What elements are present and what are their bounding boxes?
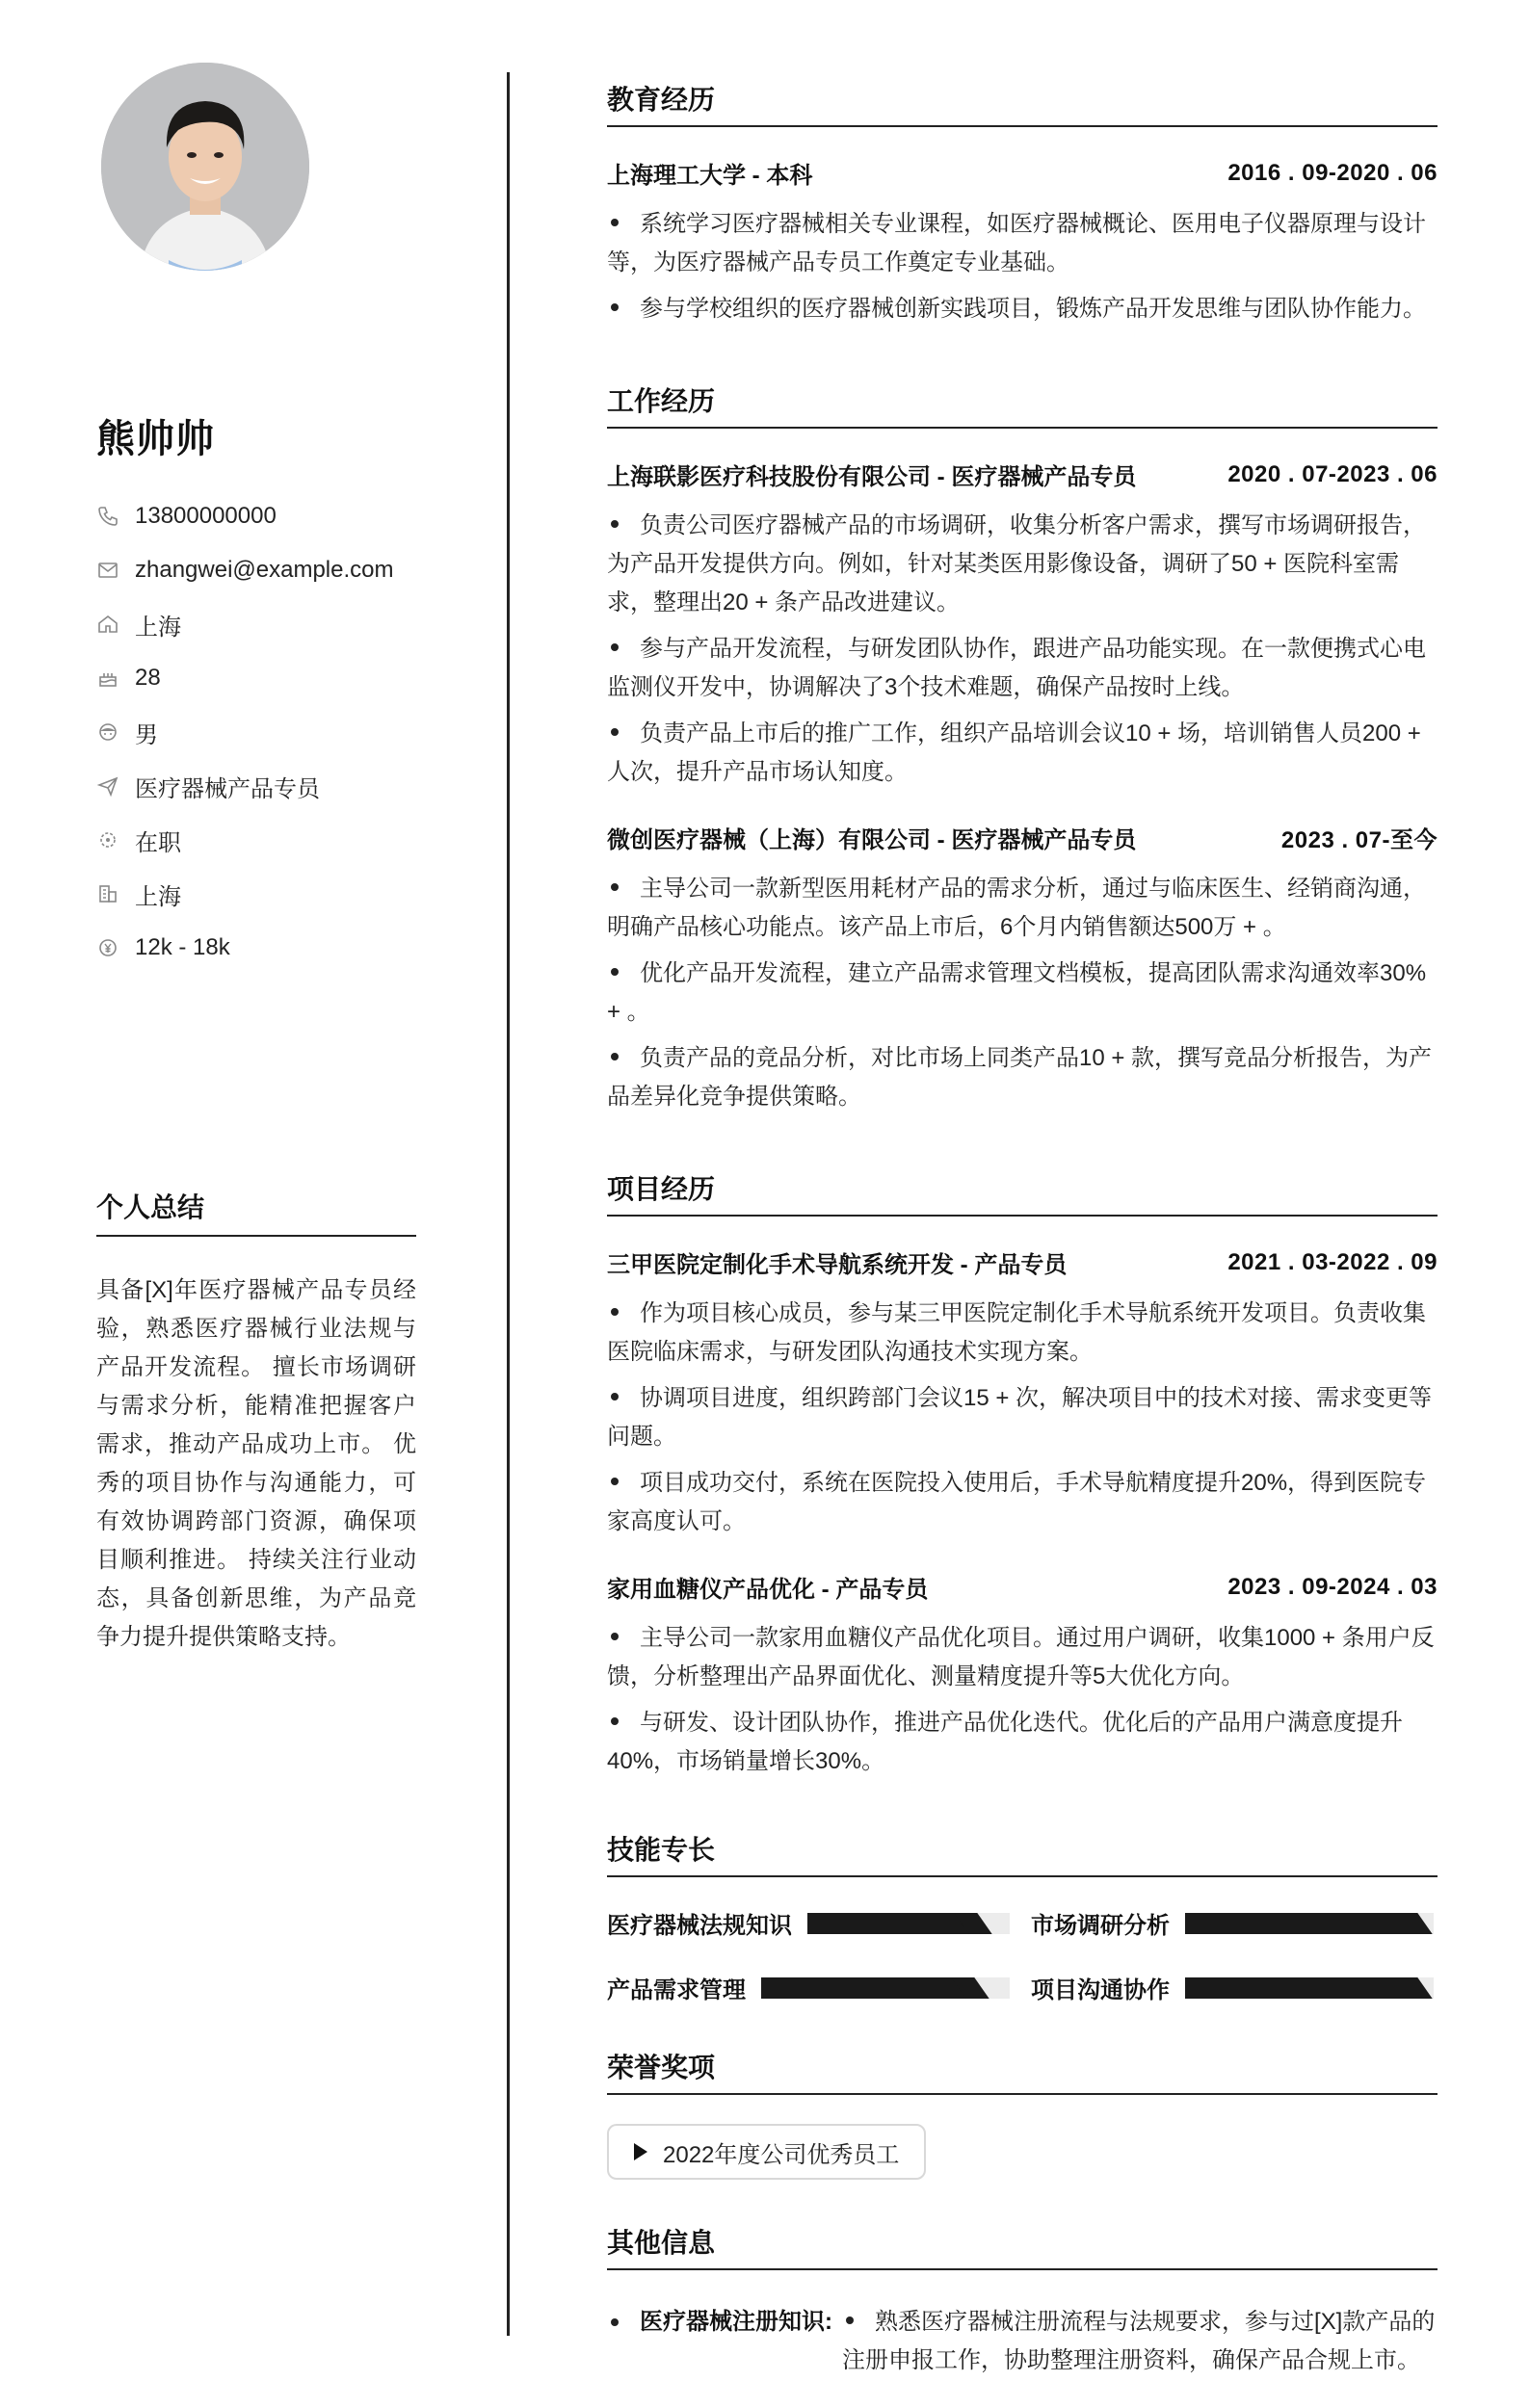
other-title: 其他信息 xyxy=(607,2222,1438,2270)
projects-title: 项目经历 xyxy=(607,1168,1438,1217)
award-text: 2022年度公司优秀员工 xyxy=(663,2141,900,2168)
other-section xyxy=(607,2222,1438,2380)
salary-icon xyxy=(96,936,119,959)
other-item xyxy=(607,2303,1438,2380)
education-section xyxy=(607,79,1438,328)
education-school: 上海理工大学 - 本科 xyxy=(607,163,813,189)
summary-text: 具备[X]年医疗器械产品专员经验，熟悉医疗器械行业法规与产品开发流程。 擅长市场调研与需求分析，能精准把握客户需求，推动产品成功上市。 优秀的项目协作与沟通能力，可有效协调跨部门资源，确保项目顺利推进。 持续关注行业动态，具备创新思维，为产品竞争力提升提供策略支持。 xyxy=(96,1277,416,1650)
list-item: 负责产品上市后的推广工作，组织产品培训会议10 + 场，培训销售人员200 + 人次，提升产品市场认知度。 xyxy=(607,720,1421,785)
summary-title: 个人总结 xyxy=(96,1187,416,1237)
skill-fill xyxy=(807,1913,973,1934)
list-item: 与研发、设计团队协作，推进产品优化迭代。优化后的产品用户满意度提升40%，市场销量增长30%。 xyxy=(607,1710,1403,1774)
projects-section xyxy=(607,1168,1438,1781)
list-item: 参与产品开发流程，与研发团队协作，跟进产品功能实现。在一款便携式心电监测仪开发中，协调解决了3个技术难题，确保产品按时上线。 xyxy=(607,636,1426,700)
awards-section xyxy=(607,2047,1438,2180)
info-city-text: 上海 xyxy=(135,614,181,641)
info-salary xyxy=(96,921,394,975)
play-triangle-icon xyxy=(634,2143,647,2160)
column-divider xyxy=(507,72,510,2336)
work-company: 上海联影医疗科技股份有限公司 - 医疗器械产品专员 xyxy=(607,464,1137,490)
skill-label: 产品需求管理 xyxy=(607,1977,746,2003)
info-email-text: zhangwei@example.com xyxy=(135,557,394,583)
skill-bar xyxy=(807,1913,1010,1934)
cake-icon xyxy=(96,667,119,690)
skill-fill xyxy=(1185,1977,1413,1999)
project-date: 2021 . 03-2022 . 09 xyxy=(1227,1248,1438,1275)
list-item: 作为项目核心成员，参与某三甲医院定制化手术导航系统开发项目。负责收集医院临床需求，与研发团队沟通技术实现方案。 xyxy=(607,1300,1426,1365)
list-item: 项目成功交付，系统在医院投入使用后，手术导航精度提升20%，得到医院专家高度认可。 xyxy=(607,1470,1427,1534)
work-title: 工作经历 xyxy=(607,380,1438,429)
info-work-city-text: 上海 xyxy=(135,883,181,910)
list-item: 协调项目进度，组织跨部门会议15 + 次，解决项目中的技术对接、需求变更等问题。 xyxy=(607,1385,1433,1450)
awards-title: 荣誉奖项 xyxy=(607,2047,1438,2095)
project-entry-head xyxy=(607,1570,1438,1604)
skill-item xyxy=(1031,1906,1438,1940)
candidate-name: 熊帅帅 xyxy=(96,418,215,460)
work-section xyxy=(607,380,1438,1116)
building-icon xyxy=(96,882,119,905)
mail-icon xyxy=(96,559,119,582)
project-entry-head xyxy=(607,1245,1438,1279)
info-phone xyxy=(96,489,394,543)
summary-section xyxy=(96,1187,416,1657)
work-bullets xyxy=(607,870,1438,1116)
info-email xyxy=(96,543,394,597)
skill-bar xyxy=(761,1977,1010,1999)
gender-icon xyxy=(96,720,119,744)
education-title: 教育经历 xyxy=(607,79,1438,127)
list-item: 优化产品开发流程，建立产品需求管理文档模板，提高团队需求沟通效率30% + 。 xyxy=(607,960,1427,1025)
info-salary-text: 12k - 18k xyxy=(135,934,230,960)
info-status xyxy=(96,813,394,867)
list-item: 主导公司一款新型医用耗材产品的需求分析，通过与临床医生、经销商沟通，明确产品核心功能点。该产品上市后，6个月内销售额达500万 + 。 xyxy=(607,876,1426,940)
info-city xyxy=(96,597,394,651)
info-gender-text: 男 xyxy=(135,721,158,748)
list-item: 系统学习医疗器械相关专业课程，如医疗器械概论、医用电子仪器原理与设计等，为医疗器械产品专员工作奠定专业基础。 xyxy=(607,211,1426,275)
skill-item xyxy=(1031,1971,1438,2004)
education-bullets xyxy=(607,205,1438,328)
other-item-text: 熟悉医疗器械注册流程与法规要求，参与过[X]款产品的注册申报工作，协助整理注册资料，确保产品合规上市。 xyxy=(842,2309,1436,2373)
avatar-portrait-icon xyxy=(101,63,309,271)
info-age xyxy=(96,651,394,705)
list-item: 负责公司医疗器械产品的市场调研，收集分析客户需求，撰写市场调研报告，为产品开发提供方向。例如，针对某类医用影像设备，调研了50 + 医院科室需求，整理出20 + 条产品改进建议。 xyxy=(607,512,1426,615)
skill-item xyxy=(607,1971,1031,2004)
skill-label: 医疗器械法规知识 xyxy=(607,1913,792,1939)
project-name: 家用血糖仪产品优化 - 产品专员 xyxy=(607,1577,929,1603)
info-gender xyxy=(96,705,394,759)
other-item-label: 医疗器械注册知识: xyxy=(607,2303,832,2380)
education-date: 2016 . 09-2020 . 06 xyxy=(1227,159,1438,186)
info-status-text: 在职 xyxy=(135,829,181,856)
skill-label: 项目沟通协作 xyxy=(1031,1977,1170,2003)
info-position-text: 医疗器械产品专员 xyxy=(135,775,320,802)
main-content xyxy=(607,79,1438,2380)
project-bullets xyxy=(607,1295,1438,1541)
phone-icon xyxy=(96,505,119,528)
work-date: 2020 . 07-2023 . 06 xyxy=(1227,460,1438,487)
list-item: 负责产品的竞品分析，对比市场上同类产品10 + 款，撰写竞品分析报告，为产品差异化竞争提供策略。 xyxy=(607,1045,1433,1110)
avatar xyxy=(101,63,309,271)
project-bullets xyxy=(607,1619,1438,1781)
project-date: 2023 . 09-2024 . 03 xyxy=(1227,1573,1438,1600)
skills-grid xyxy=(607,1906,1438,2004)
work-entry-head xyxy=(607,458,1438,491)
education-entry-head xyxy=(607,156,1438,190)
status-icon xyxy=(96,828,119,851)
project-name: 三甲医院定制化手术导航系统开发 - 产品专员 xyxy=(607,1252,1068,1278)
skills-section xyxy=(607,1829,1438,2004)
work-date: 2023 . 07-至今 xyxy=(1280,827,1438,853)
skill-label: 市场调研分析 xyxy=(1031,1913,1170,1939)
contact-info-list xyxy=(96,489,394,975)
info-age-text: 28 xyxy=(135,665,161,691)
skill-fill xyxy=(761,1977,970,1999)
work-bullets xyxy=(607,507,1438,792)
work-company: 微创医疗器械（上海）有限公司 - 医疗器械产品专员 xyxy=(607,827,1137,853)
send-icon xyxy=(96,774,119,798)
list-item: 参与学校组织的医疗器械创新实践项目，锻炼产品开发思维与团队协作能力。 xyxy=(607,290,1438,328)
work-entry-head xyxy=(607,821,1438,854)
sidebar xyxy=(96,0,416,2408)
skill-bar xyxy=(1185,1913,1434,1934)
award-badge xyxy=(607,2124,926,2180)
home-icon xyxy=(96,613,119,636)
skills-title: 技能专长 xyxy=(607,1829,1438,1877)
info-position xyxy=(96,759,394,813)
skill-fill xyxy=(1185,1913,1413,1934)
info-work-city xyxy=(96,867,394,921)
skill-item xyxy=(607,1906,1031,1940)
skill-bar xyxy=(1185,1977,1434,1999)
info-phone-text: 13800000000 xyxy=(135,503,277,529)
list-item: 主导公司一款家用血糖仪产品优化项目。通过用户调研，收集1000 + 条用户反馈，分析整理出产品界面优化、测量精度提升等5大优化方向。 xyxy=(607,1625,1435,1689)
